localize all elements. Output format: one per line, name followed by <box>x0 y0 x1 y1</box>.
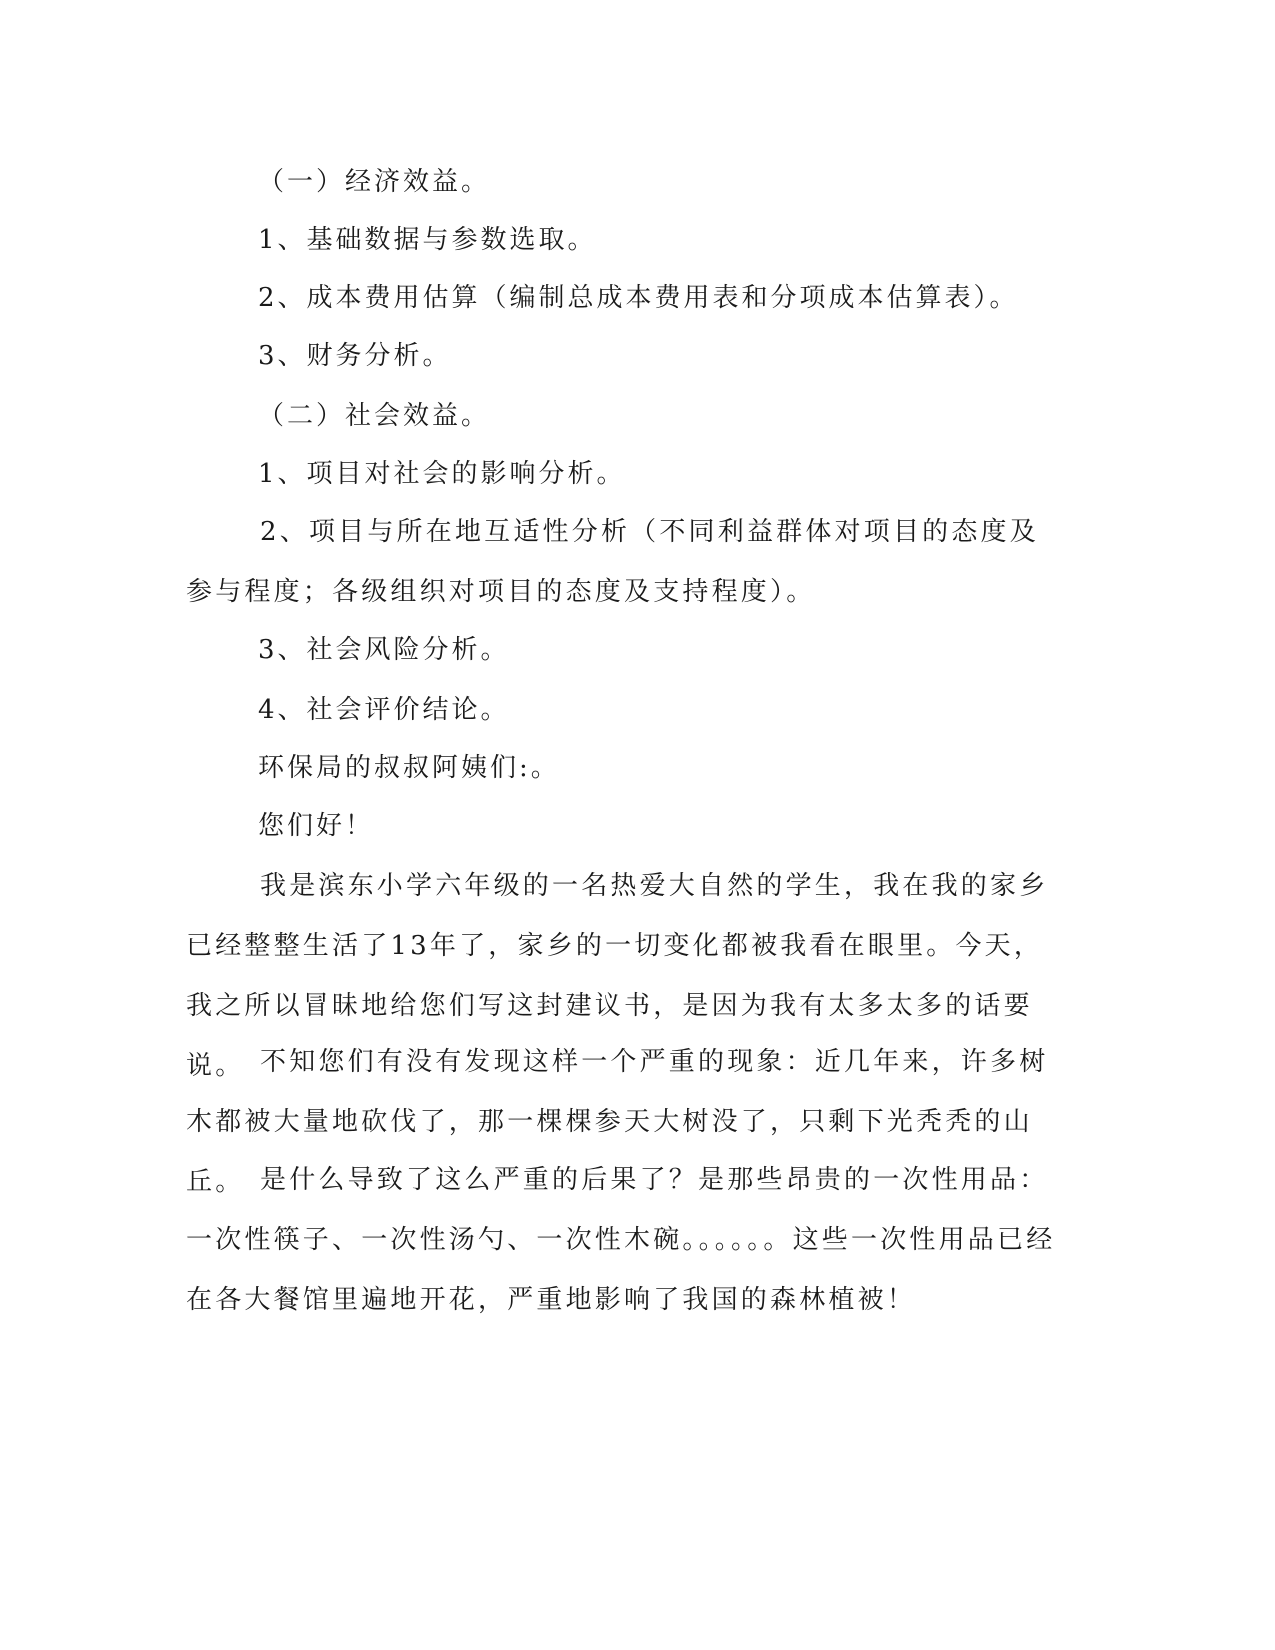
body-paragraph: 是什么导致了这么严重的后果了？是那些昂贵的一次性用品：一次性筷子、一次性汤勺、一次性木碗。。。。。。这些一次性用品已经在各大餐馆里遍地开花，严重地影响了我国的森林植被！ <box>186 1165 1056 1315</box>
body-paragraph: 我是滨东小学六年级的一名热爱大自然的学生，我在我的家乡已经整整生活了13年了，家乡的一切变化都被我看在眼里。今天，我之所以冒昧地给您们写这封建议书，是因为我有太多太多的话要说。 <box>186 871 1049 1081</box>
list-item: 1、项目对社会的影响分析。 <box>258 459 626 489</box>
list-item: 1、基础数据与参数选取。 <box>258 225 597 255</box>
list-item: 2、项目与所在地互适性分析（不同利益群体对项目的态度及参与程度；各级组织对项目的态度及支持程度）。 <box>186 517 1039 607</box>
section-heading-social: （二）社会效益。 <box>258 401 491 431</box>
list-item: 2、成本费用估算（编制总成本费用表和分项成本估算表）。 <box>258 283 1019 313</box>
list-item: 4、社会评价结论。 <box>258 695 510 725</box>
list-item: 3、社会风险分析。 <box>258 635 510 665</box>
letter-greeting: 您们好！ <box>258 811 375 841</box>
list-item: 3、财务分析。 <box>258 341 452 371</box>
section-heading-economic: （一）经济效益。 <box>258 167 491 197</box>
letter-salutation: 环保局的叔叔阿姨们:。 <box>258 753 560 783</box>
body-paragraph: 不知您们有没有发现这样一个严重的现象：近几年来，许多树木都被大量地砍伐了，那一棵棵参天大树没了，只剩下光秃秃的山丘。 <box>186 1047 1049 1197</box>
